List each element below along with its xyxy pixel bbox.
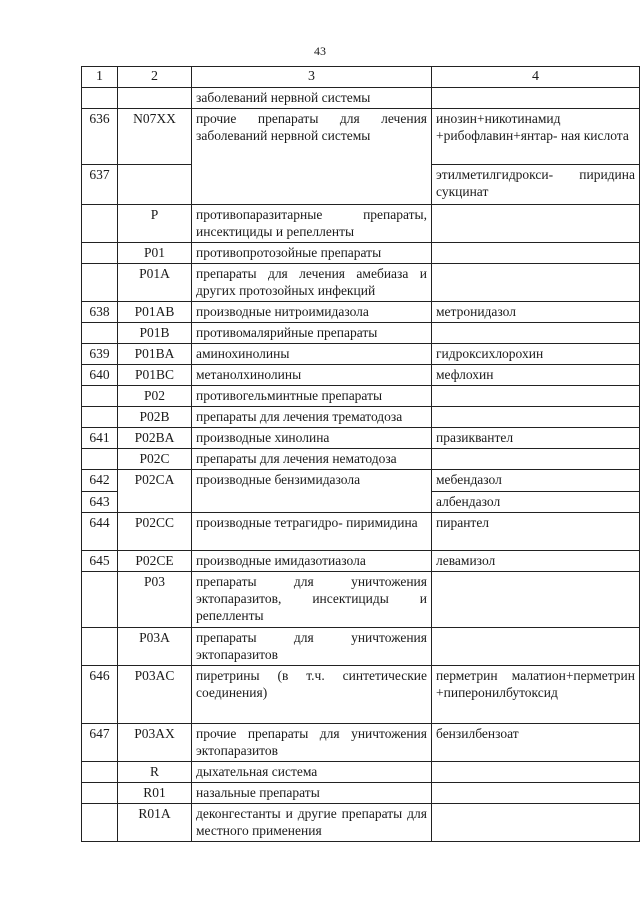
header-row [82, 67, 640, 88]
drug-name: инозин+никотинамид +рибофлавин+янтар- ная кислота [432, 109, 640, 165]
drug-name [432, 407, 640, 428]
atc-code: P01BC [118, 365, 192, 386]
drug-name [432, 449, 640, 470]
table-row [82, 428, 640, 449]
row-number [82, 88, 118, 109]
row-number: 639 [82, 344, 118, 365]
drug-name [432, 264, 640, 302]
row-number [82, 804, 118, 842]
table-row [82, 344, 640, 365]
row-number: 644 [82, 513, 118, 551]
atc-code: P01B [118, 323, 192, 344]
row-number: 647 [82, 724, 118, 762]
atc-code: R01A [118, 804, 192, 842]
group-description: противомалярийные препараты [192, 323, 432, 344]
group-description: препараты для лечения нематодоза [192, 449, 432, 470]
table-row [82, 323, 640, 344]
table-row [82, 724, 640, 762]
group-description: прочие препараты для уничтожения эктопаразитов [192, 724, 432, 762]
table-row [82, 470, 640, 492]
group-description: препараты для лечения амебиаза и других протозойных инфекций [192, 264, 432, 302]
row-number [82, 323, 118, 344]
drug-name: метронидазол [432, 302, 640, 323]
column-header-3: 3 [192, 67, 432, 88]
group-description: производные хинолина [192, 428, 432, 449]
drug-name: бензилбензоат [432, 724, 640, 762]
group-description: пиретрины (в т.ч. синтетические соединения) [192, 666, 432, 724]
row-number [82, 449, 118, 470]
drug-name: этилметилгидрокси- пиридина сукцинат [432, 165, 640, 205]
drug-name [432, 386, 640, 407]
atc-code: P01A [118, 264, 192, 302]
table-row [82, 804, 640, 842]
drug-name: пирантел [432, 513, 640, 551]
column-header-1: 1 [82, 67, 118, 88]
row-number [82, 783, 118, 804]
group-description: противопаразитарные препараты, инсектициды и репелленты [192, 205, 432, 243]
drug-name: празиквантел [432, 428, 640, 449]
atc-code: P01 [118, 243, 192, 264]
table-row [82, 407, 640, 428]
atc-code: P02 [118, 386, 192, 407]
row-number: 640 [82, 365, 118, 386]
drug-classification-table [81, 66, 640, 842]
row-number: 637 [82, 165, 118, 205]
row-number [82, 628, 118, 666]
table-row [82, 449, 640, 470]
atc-code [118, 88, 192, 109]
drug-name: албендазол [432, 492, 640, 513]
drug-name [432, 783, 640, 804]
group-description: производные нитроимидазола [192, 302, 432, 323]
group-description: деконгестанты и другие препараты для местного применения [192, 804, 432, 842]
row-number: 638 [82, 302, 118, 323]
table-row [82, 264, 640, 302]
drug-name: гидроксихлорохин [432, 344, 640, 365]
row-number: 642 [82, 470, 118, 492]
row-number: 645 [82, 551, 118, 572]
group-description: производные имидазотиазола [192, 551, 432, 572]
atc-code: P03A [118, 628, 192, 666]
drug-name [432, 804, 640, 842]
table-row [82, 762, 640, 783]
atc-code: P02CA [118, 470, 192, 513]
group-description: производные бензимидазола [192, 470, 432, 513]
page-number: 43 [314, 44, 326, 58]
drug-name [432, 205, 640, 243]
atc-code: R01 [118, 783, 192, 804]
drug-name: мебендазол [432, 470, 640, 492]
group-description: заболеваний нервной системы [192, 88, 432, 109]
row-number [82, 762, 118, 783]
column-header-2: 2 [118, 67, 192, 88]
atc-code: P02B [118, 407, 192, 428]
atc-code: P02C [118, 449, 192, 470]
table-row [82, 243, 640, 264]
row-number [82, 205, 118, 243]
group-description: препараты для лечения трематодоза [192, 407, 432, 428]
drug-name: перметрин малатион+перметрин +пиперонилбутоксид [432, 666, 640, 724]
group-description: противопротозойные препараты [192, 243, 432, 264]
group-description: метанолхинолины [192, 365, 432, 386]
atc-code: R [118, 762, 192, 783]
group-description: дыхательная система [192, 762, 432, 783]
row-number [82, 243, 118, 264]
group-description: аминохинолины [192, 344, 432, 365]
table-row [82, 666, 640, 724]
drug-name: мефлохин [432, 365, 640, 386]
row-number: 636 [82, 109, 118, 165]
table-row [82, 88, 640, 109]
row-number: 643 [82, 492, 118, 513]
table-row [82, 109, 640, 165]
drug-name [432, 572, 640, 628]
atc-code: P01BA [118, 344, 192, 365]
group-description: препараты для уничтожения эктопаразитов, инсектициды и репелленты [192, 572, 432, 628]
row-number [82, 572, 118, 628]
group-description: назальные препараты [192, 783, 432, 804]
group-description: прочие препараты для лечения заболеваний нервной системы [192, 109, 432, 205]
atc-code: P02CE [118, 551, 192, 572]
table-row [82, 628, 640, 666]
atc-code: P [118, 205, 192, 243]
drug-name [432, 88, 640, 109]
table-row [82, 386, 640, 407]
table-row [82, 551, 640, 572]
row-number: 646 [82, 666, 118, 724]
drug-name: левамизол [432, 551, 640, 572]
table-row [82, 783, 640, 804]
drug-name [432, 323, 640, 344]
atc-code: P01AB [118, 302, 192, 323]
table-row [82, 365, 640, 386]
atc-code: P02BA [118, 428, 192, 449]
group-description: препараты для уничтожения эктопаразитов [192, 628, 432, 666]
group-description: противогельминтные препараты [192, 386, 432, 407]
group-description: производные тетрагидро- пиримидина [192, 513, 432, 551]
drug-name [432, 762, 640, 783]
table-row [82, 205, 640, 243]
drug-name [432, 243, 640, 264]
row-number: 641 [82, 428, 118, 449]
atc-code: N07XX [118, 109, 192, 165]
row-number [82, 407, 118, 428]
table-row [82, 513, 640, 551]
atc-code: P02CC [118, 513, 192, 551]
table-row [82, 302, 640, 323]
atc-code: P03AC [118, 666, 192, 724]
column-header-4: 4 [432, 67, 640, 88]
table-row [82, 572, 640, 628]
drug-name [432, 628, 640, 666]
atc-code: P03 [118, 572, 192, 628]
row-number [82, 264, 118, 302]
atc-code: P03AX [118, 724, 192, 762]
row-number [82, 386, 118, 407]
atc-code [118, 165, 192, 205]
